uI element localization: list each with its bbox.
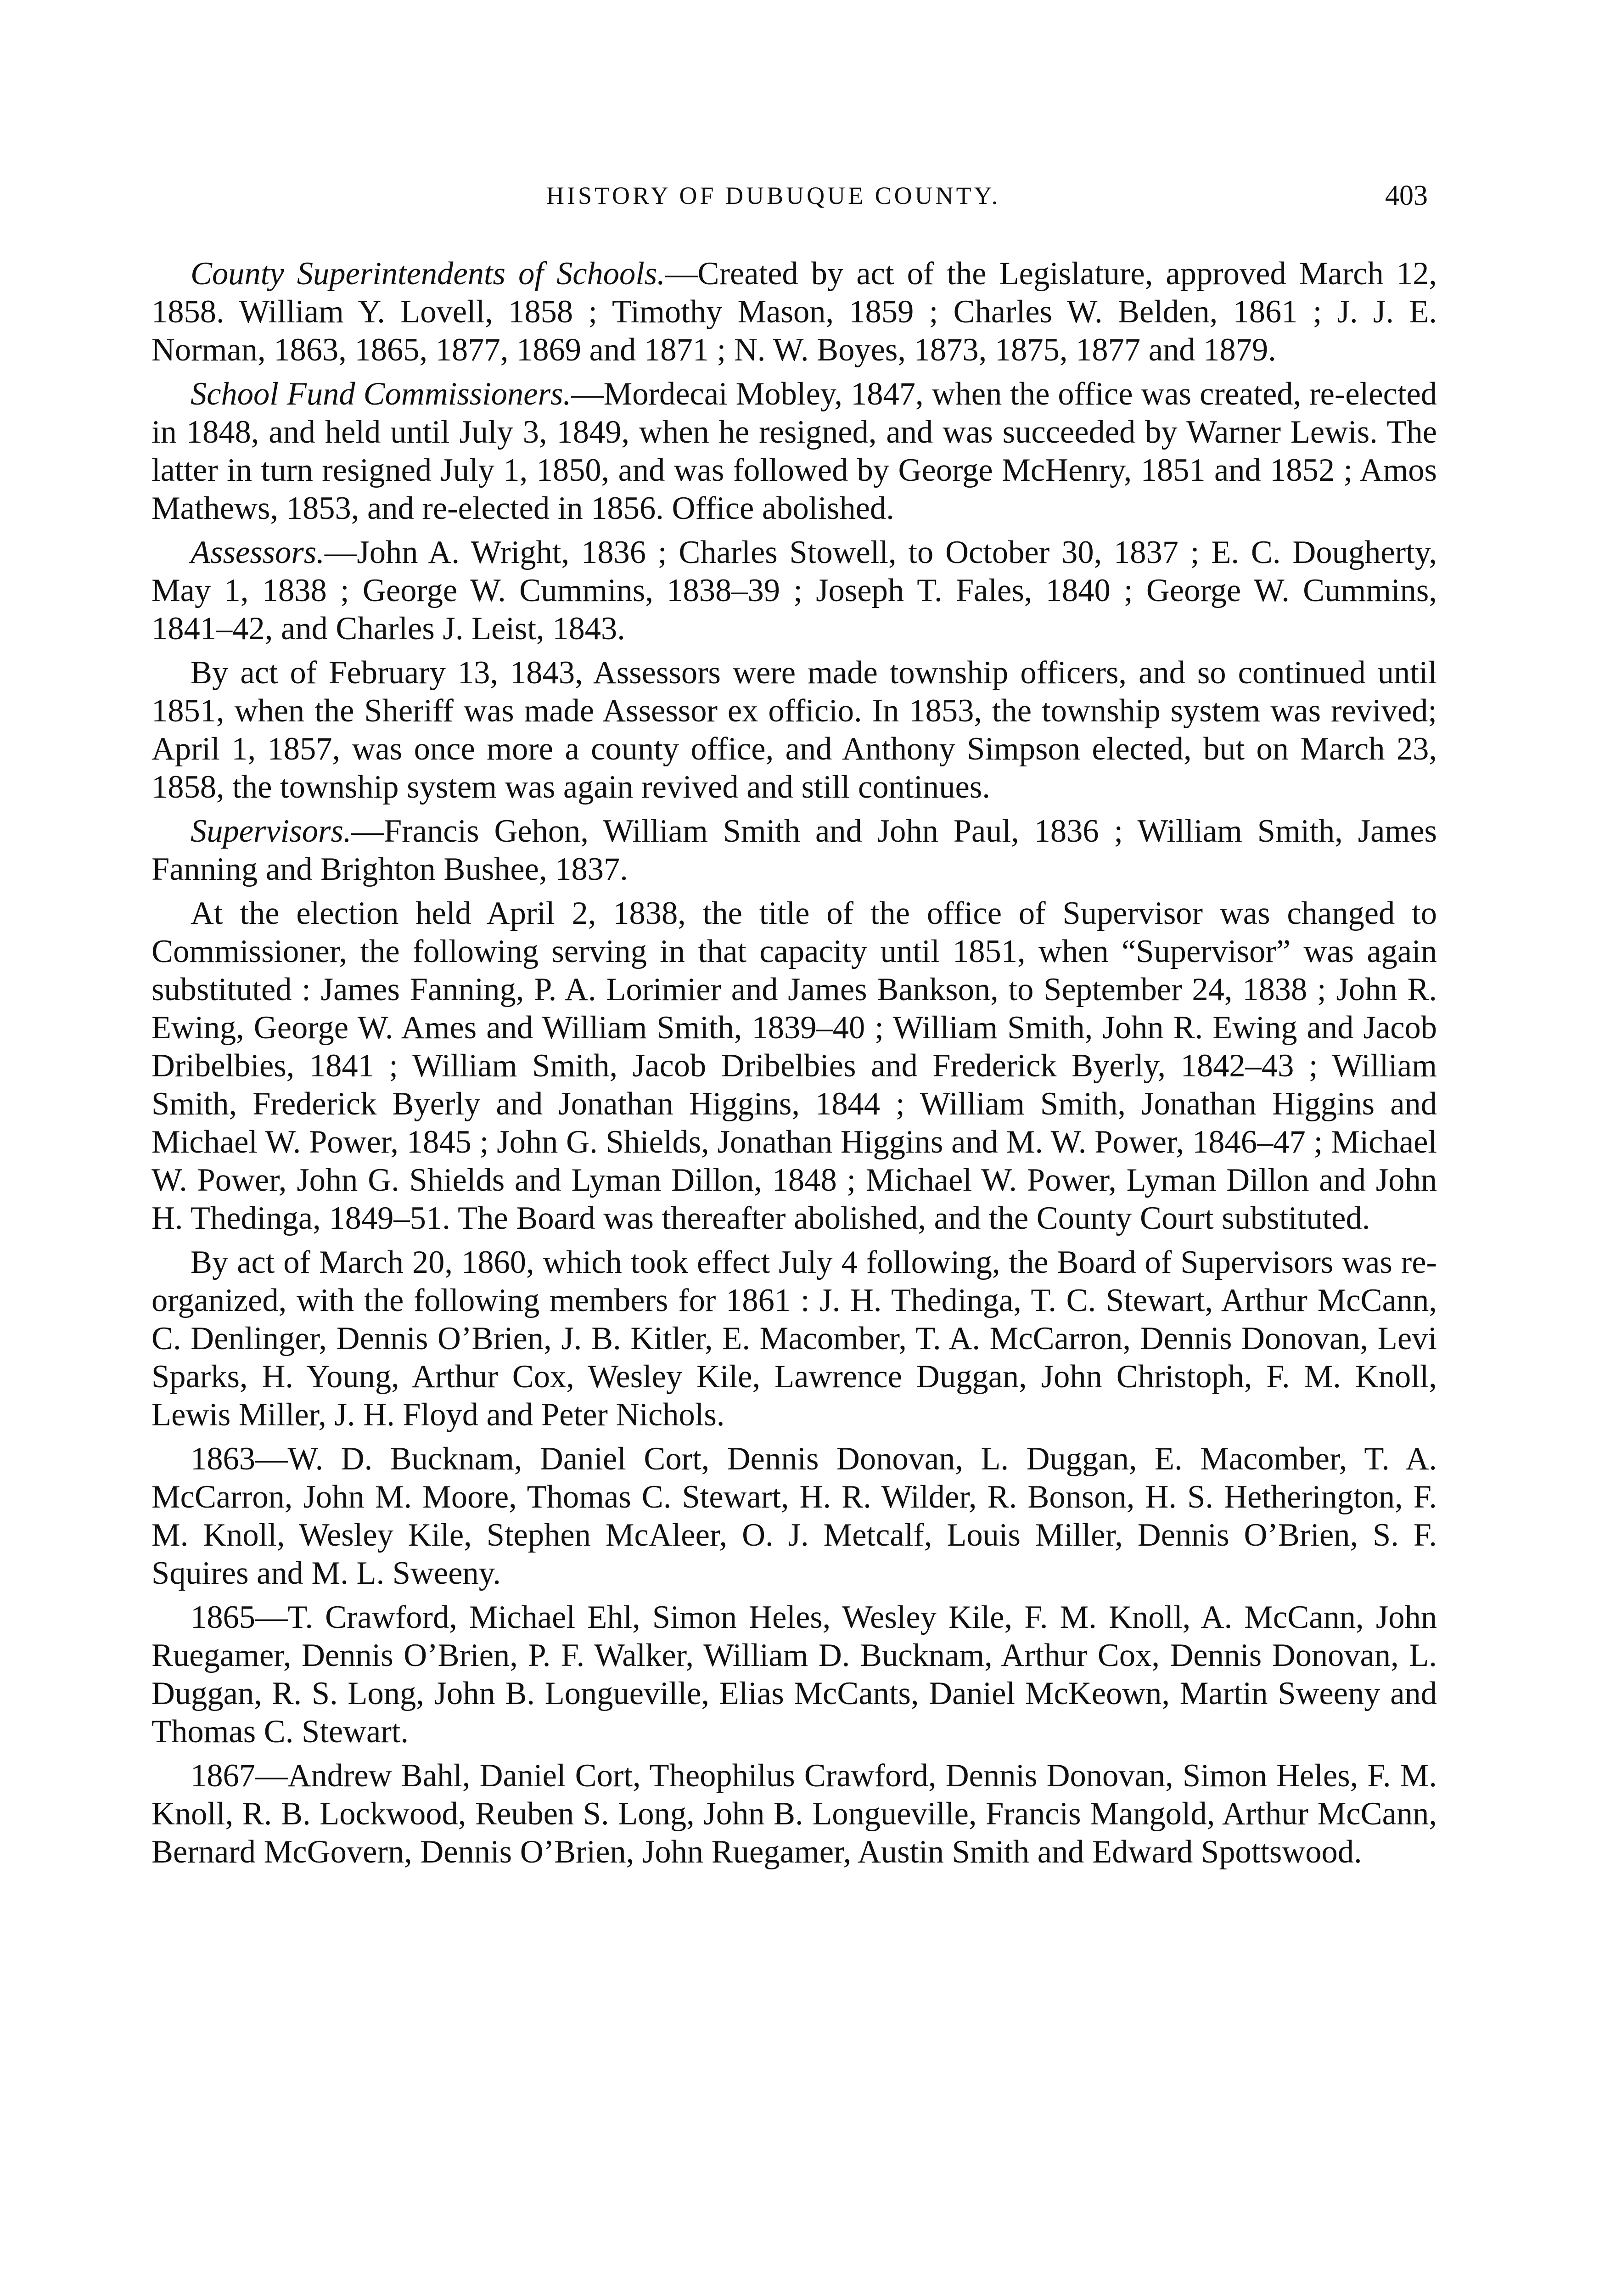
page-header (546, 181, 1428, 218)
paragraph-text: 1863—W. D. Bucknam, Daniel Cort, Dennis Donovan, L. Duggan, E. Macomber, T. A. McCarron, John M. Moore, Thomas C. Stewart, H. R. Wilder, R. Bonson, H. S. Hetherington, F. M. Knoll, Wesley Kile, Stephen McAleer, O. J. Metcalf, Louis Miller, Dennis O’Brien, S. F. Squires and M. L. Sweeny. (152, 1441, 1437, 1591)
running-title: HISTORY OF DUBUQUE COUNTY. (546, 182, 1001, 209)
paragraph-board-1863 (152, 1440, 1437, 1593)
paragraph-text: 1865—T. Crawford, Michael Ehl, Simon Heles, Wesley Kile, F. M. Knoll, A. McCann, John Ruegamer, Dennis O’Brien, P. F. Walker, William D. Bucknam, Arthur Cox, Dennis Donovan, L. Duggan, R. S. Long, John B. Longueville, Elias McCants, Daniel McKeown, Martin Sweeny and Thomas C. Stewart. (152, 1599, 1437, 1750)
paragraph-assessors (152, 534, 1437, 648)
paragraph-text: —Francis Gehon, William Smith and John Paul, 1836 ; William Smith, James Fanning and Brighton Bushee, 1837. (152, 813, 1437, 887)
paragraph-text: By act of March 20, 1860, which took effect July 4 following, the Board of Supervisors was re-organized, with the following members for 1861 : J. H. Thedinga, T. C. Stewart, Arthur McCann, C. Denlinger, Dennis O’Brien, J. B. Kitler, E. Macomber, T. A. McCarron, Dennis Donovan, Levi Sparks, H. Young, Arthur Cox, Wesley Kile, Lawrence Duggan, John Christoph, F. M. Knoll, Lewis Miller, J. H. Floyd and Peter Nichols. (152, 1244, 1437, 1433)
section-heading: Supervisors. (191, 813, 352, 849)
paragraph-supervisors (152, 812, 1437, 889)
paragraph-county-superintendents (152, 255, 1437, 369)
paragraph-board-1867 (152, 1757, 1437, 1871)
section-heading: Assessors. (191, 535, 325, 570)
section-heading: County Superintendents of Schools. (191, 256, 665, 292)
paragraph-text: —Mordecai Mobley, 1847, when the office was created, re-elected in 1848, and held until July 3, 1849, when he resigned, and was succeeded by Warner Lewis. The latter in turn resigned July 1, 1850, and was followed by George McHenry, 1851 and 1852 ; Amos Mathews, 1853, and re-elected in 1856. Office abolished. (152, 376, 1437, 526)
section-heading: School Fund Commissioners. (191, 376, 572, 412)
paragraph-board-reorganized (152, 1244, 1437, 1434)
paragraph-text: —John A. Wright, 1836 ; Charles Stowell, to October 30, 1837 ; E. C. Dougherty, May 1, 1838 ; George W. Cummins, 1838–39 ; Joseph T. Fales, 1840 ; George W. Cummins, 1841–42, and Charles J. Leist, 1843. (152, 535, 1437, 647)
paragraph-school-fund-commissioners (152, 375, 1437, 528)
paragraph-text: At the election held April 2, 1838, the title of the office of Supervisor was changed to Commissioner, the following serving in that capacity until 1851, when “Supervisor” was again substituted : James Fanning, P. A. Lorimier and James Bankson, to September 24, 1838 ; John R. Ewing, George W. Ames and William Smith, 1839–40 ; William Smith, John R. Ewing and Jacob Dribelbies, 1841 ; William Smith, Jacob Dribelbies and Frederick Byerly, 1842–43 ; William Smith, Frederick Byerly and Jonathan Higgins, 1844 ; William Smith, Jonathan Higgins and Michael W. Power, 1845 ; John G. Shields, Jonathan Higgins and M. W. Power, 1846–47 ; Michael W. Power, John G. Shields and Lyman Dillon, 1848 ; Michael W. Power, Lyman Dillon and John H. Thedinga, 1849–51. The Board was thereafter abolished, and the County Court substituted. (152, 895, 1437, 1236)
paragraph-text: By act of February 13, 1843, Assessors were made township officers, and so continued until 1851, when the Sheriff was made Assessor ex officio. In 1853, the township system was revived; April 1, 1857, was once more a county office, and Anthony Simpson elected, but on March 23, 1858, the township system was again revived and still continues. (152, 655, 1437, 805)
paragraph-assessor-township-system (152, 654, 1437, 806)
paragraph-board-1865 (152, 1598, 1437, 1751)
paragraph-commissioners (152, 895, 1437, 1238)
paragraph-text: 1867—Andrew Bahl, Daniel Cort, Theophilus Crawford, Dennis Donovan, Simon Heles, F. M. Knoll, R. B. Lockwood, Reuben S. Long, John B. Longueville, Francis Mangold, Arthur McCann, Bernard McGovern, Dennis O’Brien, John Ruegamer, Austin Smith and Edward Spottswood. (152, 1758, 1437, 1870)
paragraph-text: —Created by act of the Legislature, approved March 12, 1858. William Y. Lovell, 1858 ; Timothy Mason, 1859 ; Charles W. Belden, 1861 ; J. J. E. Norman, 1863, 1865, 1877, 1869 and 1871 ; N. W. Boyes, 1873, 1875, 1877 and 1879. (152, 256, 1437, 368)
page-number: 403 (1385, 180, 1428, 211)
body-text (152, 255, 1437, 1877)
